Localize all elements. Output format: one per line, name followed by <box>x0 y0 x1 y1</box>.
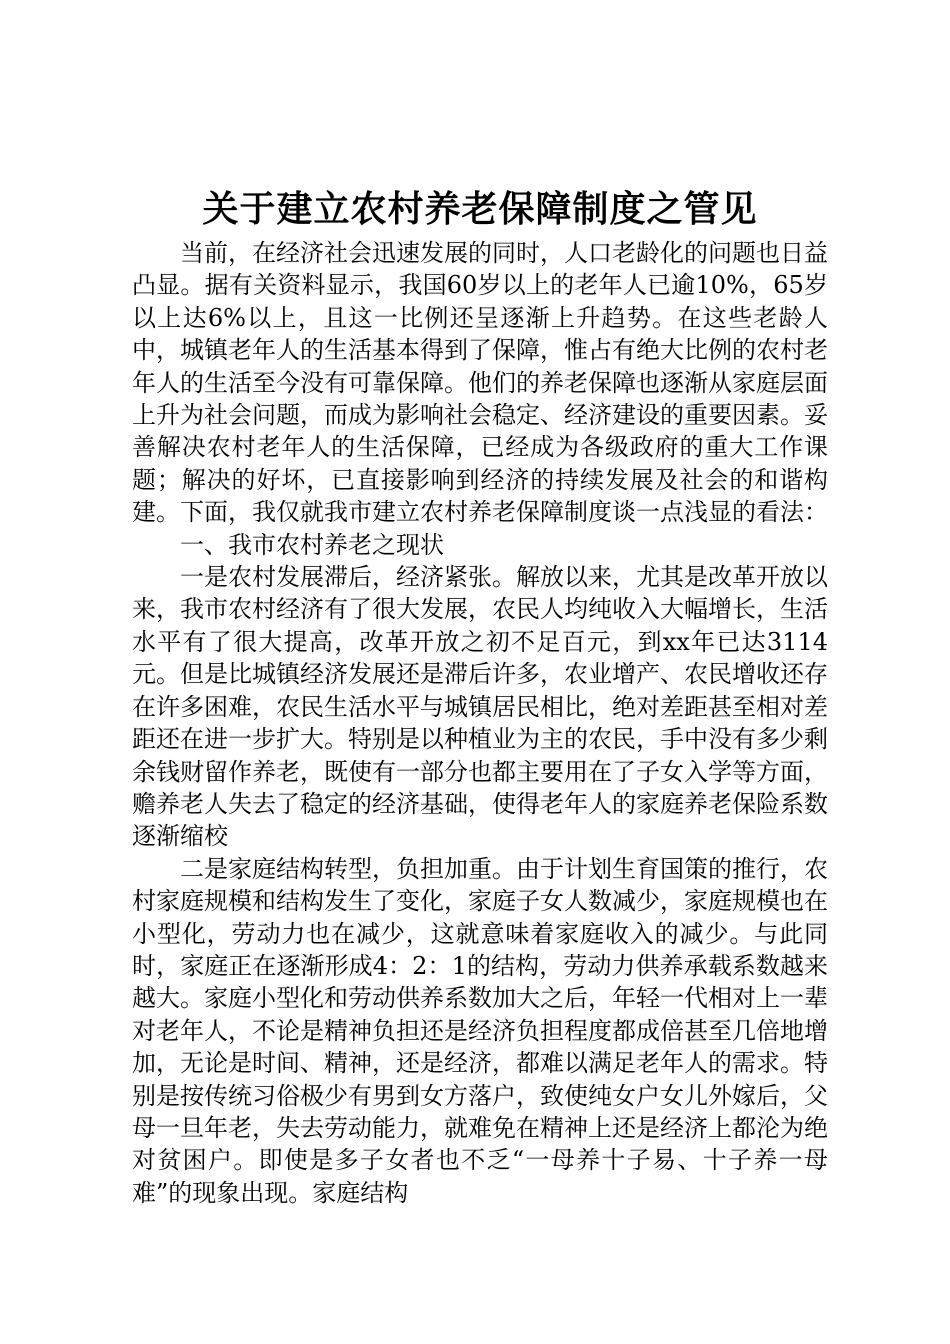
document-title: 关于建立农村养老保障制度之管见 <box>202 188 758 230</box>
document-page <box>132 183 828 1209</box>
body-paragraph-2: 二是家庭结构转型，负担加重。由于计划生育国策的推行，农村家庭规模和结构发生了变化，家庭子女人数减少，家庭规模也在小型化，劳动力也在减少，这就意味着家庭收入的减少。与此同时，家庭正在逐渐形成4：2：1的结构，劳动力供养承载系数越来越大。家庭小型化和劳动供养系数加大之后，年轻一代相对上一辈对老年人，不论是精神负担还是经济负担程度都成倍甚至几倍地增加，无论是时间、精神，还是经济，都难以满足老年人的需求。特别是按传统习俗极少有男到女方落户，致使纯女户女儿外嫁后，父母一旦年老，失去劳动能力，就难免在精神上还是经济上都沦为绝对贫困户。即使是多子女者也不乏“一母养十子易、十子养一母难”的现象出现。家庭结构 <box>132 854 828 1207</box>
body-paragraph-1: 一是农村发展滞后，经济紧张。解放以来，尤其是改革开放以来，我市农村经济有了很大发展，农民人均纯收入大幅增长，生活水平有了很大提高，改革开放之初不足百元，到xx年已达3114元。但是比城镇经济发展还是滞后许多，农业增产、农民增收还存在许多困难，农民生活水平与城镇居民相比，绝对差距甚至相对差距还在进一步扩大。特别是以种植业为主的农民，手中没有多少剩余钱财留作养老，既使有一部分也都主要用在了子女入学等方面，赡养老人失去了稳定的经济基础，使得老年人的家庭养老保险系数逐渐缩校 <box>132 563 828 851</box>
section-heading: 一、我市农村养老之现状 <box>180 530 444 559</box>
intro-paragraph: 当前，在经济社会迅速发展的同时，人口老龄化的问题也日益凸显。据有关资料显示，我国60岁以上的老年人已逾10%，65岁以上达6%以上，且这一比例还呈逐渐上升趋势。在这些老龄人中，城镇老年人的生活基本得到了保障，惟占有绝大比例的农村老年人的生活至今没有可靠保障。他们的养老保障也逐渐从家庭层面上升为社会问题，而成为影响社会稳定、经济建设的重要因素。妥善解决农村老年人的生活保障，已经成为各级政府的重大工作课题；解决的好坏，已直接影响到经济的持续发展及社会的和谐构建。下面，我仅就我市建立农村养老保障制度谈一点浅显的看法： <box>132 239 828 527</box>
